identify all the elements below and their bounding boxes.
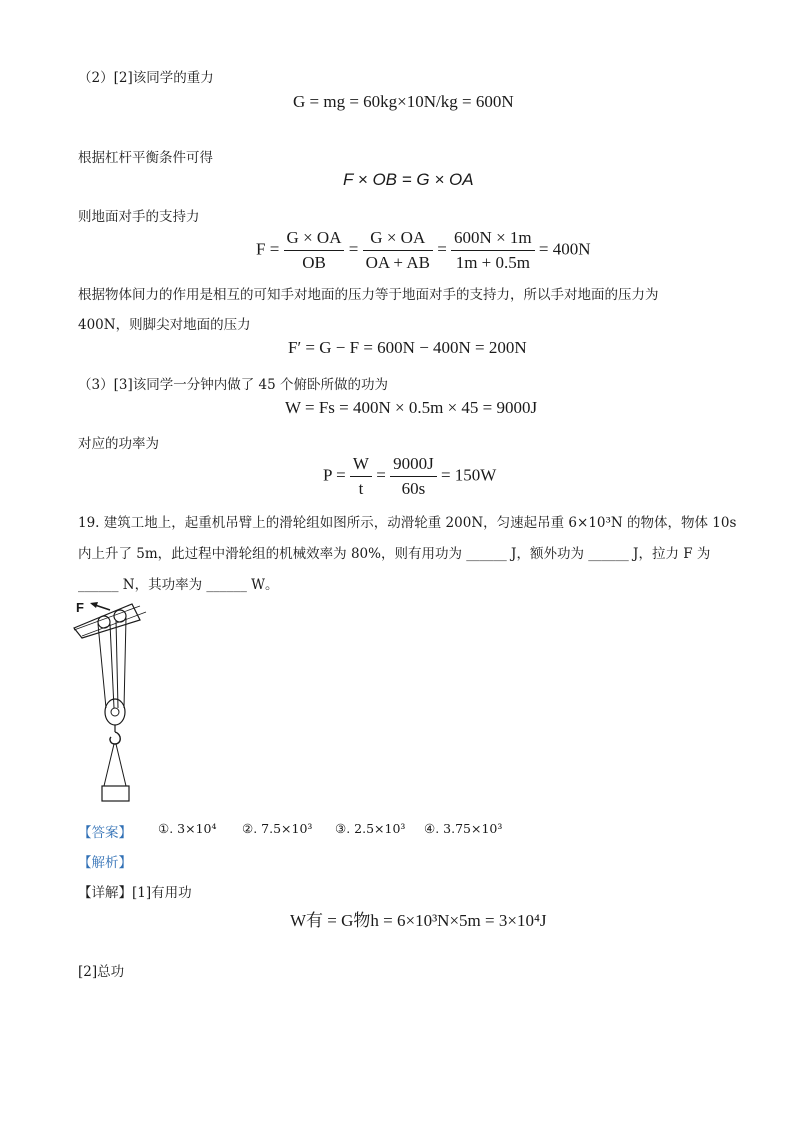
detail-heading: 【详解】[1]有用功: [78, 885, 192, 901]
equation-weight: G = mg = 60kg×10N/kg = 600N: [293, 92, 514, 111]
equation-work: W = Fs = 400N × 0.5m × 45 = 9000J: [285, 398, 538, 417]
power-fraction-2: [390, 454, 437, 499]
power-fraction-2-den: 60s: [401, 479, 426, 498]
support-lhs: F =: [256, 239, 280, 259]
power-lhs: P =: [323, 465, 346, 485]
fraction-1-den: OB: [302, 253, 326, 272]
answer-item-3: ③. 2.5×10³: [335, 821, 406, 836]
power-text: 对应的功率为: [78, 436, 159, 452]
movable-pulley: [105, 699, 125, 725]
section-2-heading: （2）[2]该同学的重力: [78, 70, 214, 86]
answer-item-4: ④. 3.75×10³: [424, 821, 503, 836]
interaction-line-1: 根据物体间力的作用是相互的可知手对地面的压力等于地面对手的支持力，所以手对地面的压力为: [78, 287, 659, 303]
power-fraction-1-den: t: [358, 479, 364, 498]
fraction-3: [451, 228, 535, 273]
equation-lever: F × OB = G × OA: [343, 170, 474, 189]
power-fraction-1: [350, 454, 372, 499]
analysis-label: 【解析】: [78, 855, 132, 871]
section-3-heading: （3）[3]该同学一分钟内做了 45 个俯卧所做的功为: [78, 377, 388, 393]
equation-support: F = $\frac{G \times OA}{OB}$ = $\frac{G \times OA}{OA + AB}$ = $\frac{600N \times 1m}{1m + 0.5m}$ = 400N: [256, 228, 591, 272]
answer-item-1: ①. 3×10⁴: [158, 821, 217, 836]
fixed-pulley-1: [98, 616, 110, 628]
question-19-line-3: ______ N，其功率为 ______ W。: [78, 577, 279, 593]
total-work-label: [2]总功: [78, 964, 125, 980]
power-result: = 150W: [440, 465, 497, 485]
support-result: = 400N: [538, 239, 591, 259]
force-label: F: [76, 600, 84, 615]
equation-power: P = $\frac{W}{t}$ = $\frac{9000J}{60s}$ = 150W: [323, 454, 497, 498]
pulley-system-figure: [70, 598, 160, 804]
fraction-1-num: G × OA: [284, 228, 345, 251]
power-fraction-2-num: 9000J: [390, 454, 437, 477]
hook-icon: [110, 732, 120, 744]
fraction-2: [363, 228, 433, 273]
force-arrow-head: [90, 602, 98, 608]
equation-useful-work: W有 = G物h = 6×10³N×5m = 3×10⁴J: [290, 911, 547, 930]
answer-item-2: ②. 7.5×10³: [242, 821, 313, 836]
fraction-2-den: OA + AB: [365, 253, 430, 272]
fraction-1: [284, 228, 345, 273]
equation-feet-force: F′ = G − F = 600N − 400N = 200N: [288, 338, 527, 357]
question-19-line-1: 19. 建筑工地上，起重机吊臂上的滑轮组如图所示，动滑轮重 200N，匀速起吊重 6×10³N 的物体，物体 10s: [78, 515, 737, 531]
fraction-2-num: G × OA: [363, 228, 433, 251]
fraction-3-den: 1m + 0.5m: [455, 253, 530, 272]
lever-condition-text: 根据杠杆平衡条件可得: [78, 150, 213, 166]
question-19-line-2: 内上升了 5m，此过程中滑轮组的机械效率为 80%，则有用功为 ______ J，额外功为 ______ J，拉力 F 为: [78, 546, 711, 562]
interaction-line-2: 400N，则脚尖对地面的压力: [78, 317, 251, 333]
power-fraction-1-num: W: [350, 454, 372, 477]
load-box: [102, 786, 129, 801]
fraction-3-num: 600N × 1m: [451, 228, 535, 251]
support-force-text: 则地面对手的支持力: [78, 209, 200, 225]
answer-label: 【答案】: [78, 825, 132, 841]
